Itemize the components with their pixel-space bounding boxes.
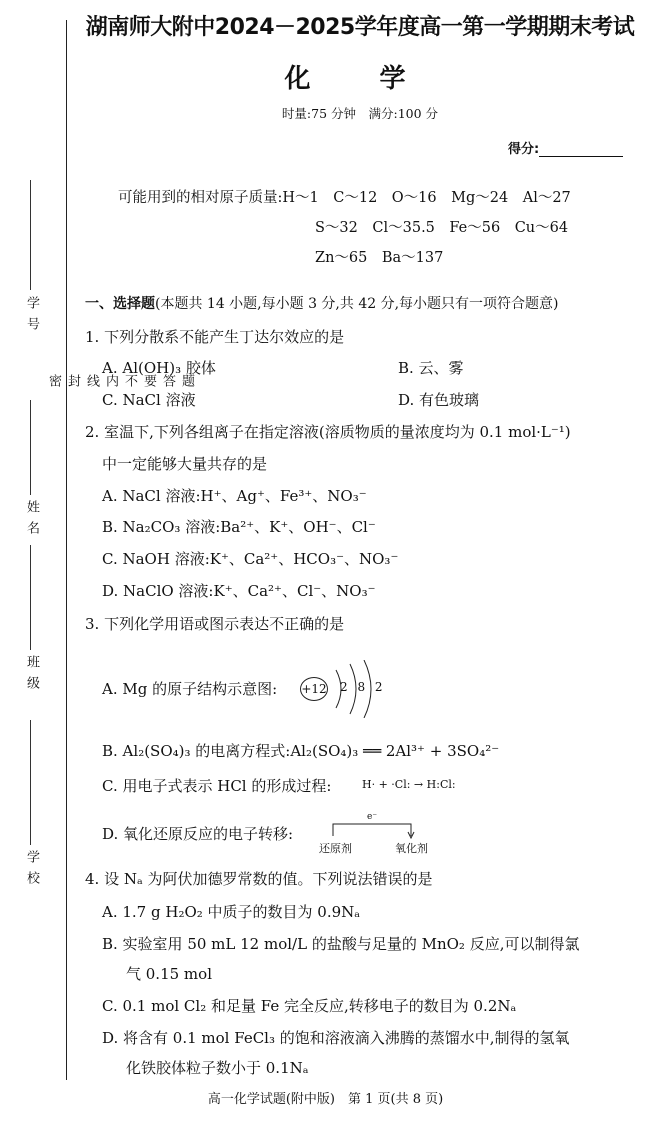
mass-line-3: Zn～65 Ba～137 xyxy=(315,250,444,266)
oxidizing-agent-label: 氧化剂 xyxy=(395,842,428,855)
q3-stem: 3. 下列化学用语或图示表达不正确的是 xyxy=(85,615,345,633)
reducing-agent-label: 还原剂 xyxy=(319,842,352,855)
binding-line xyxy=(66,20,67,1080)
mg-atom-diagram xyxy=(298,660,388,718)
q1-stem: 1. 下列分散系不能产生丁达尔效应的是 xyxy=(85,328,345,346)
q4-option-a: A. 1.7 g H₂O₂ 中质子的数目为 0.9Nₐ xyxy=(102,903,361,921)
q2-option-d: D. NaClO 溶液:K⁺、Ca²⁺、Cl⁻、NO₃⁻ xyxy=(102,582,376,600)
q4-stem: 4. 设 Nₐ 为阿伏加德罗常数的值。下列说法错误的是 xyxy=(85,870,433,888)
q1-option-d: D. 有色玻璃 xyxy=(398,391,480,409)
section-header xyxy=(85,293,559,313)
mass-line-1: 可能用到的相对原子质量:H～1 C～12 O～16 Mg～24 Al～27 xyxy=(118,190,571,206)
mass-line-2: S～32 Cl～35.5 Fe～56 Cu～64 xyxy=(315,220,569,236)
q4-option-d-1: D. 将含有 0.1 mol FeCl₃ 的饱和溶液滴入沸腾的蒸馏水中,制得的氢氧 xyxy=(102,1029,570,1047)
page-footer: 高一化学试题(附中版) 第 1 页(共 8 页) xyxy=(207,1092,444,1107)
q2-stem-1: 2. 室温下,下列各组离子在指定溶液(溶质物质的量浓度均为 0.1 mol·L⁻¹) xyxy=(85,423,571,441)
warn-char: 不 xyxy=(122,374,137,387)
section-desc: (本题共 14 小题,每小题 3 分,共 42 分,每小题只有一项符合题意) xyxy=(155,296,559,312)
warn-char: 要 xyxy=(141,374,156,387)
q4-option-d-2: 化铁胶体粒子数小于 0.1Nₐ xyxy=(126,1059,309,1077)
mg-shell-electrons: 2 8 2 xyxy=(340,680,383,694)
subject-title: 化 学 xyxy=(284,64,436,94)
q1-option-c: C. NaCl 溶液 xyxy=(102,391,196,409)
school-label: 学 校 xyxy=(24,850,39,887)
q3-option-b: B. Al₂(SO₄)₃ 的电离方程式:Al₂(SO₄)₃ ══ 2Al³⁺ + 3SO₄²⁻ xyxy=(102,742,500,760)
score-blank xyxy=(539,144,623,157)
warn-char: 答 xyxy=(160,374,175,387)
warn-char: 密 xyxy=(46,374,61,387)
score-label: 得分: xyxy=(508,142,540,157)
q3-option-d: D. 氧化还原反应的电子转移: xyxy=(102,825,294,843)
warn-char: 线 xyxy=(84,374,99,387)
q4-option-b-2: 气 0.15 mol xyxy=(126,965,212,983)
q3-option-a: A. Mg 的原子结构示意图: xyxy=(102,680,278,698)
student-id-label: 学 号 xyxy=(24,296,39,333)
q1-option-a: A. Al(OH)₃ 胶体 xyxy=(102,359,216,377)
exam-meta: 时量:75 分钟 满分:100 分 xyxy=(281,106,439,121)
class-blank xyxy=(30,545,31,650)
q1-option-b: B. 云、雾 xyxy=(398,359,464,377)
electron-transfer-arrow xyxy=(325,812,435,842)
q2-option-a: A. NaCl 溶液:H⁺、Ag⁺、Fe³⁺、NO₃⁻ xyxy=(102,487,367,505)
q3-option-c: C. 用电子式表示 HCl 的形成过程: xyxy=(102,777,332,795)
warn-char: 题 xyxy=(179,374,194,387)
electron-transfer-diagram xyxy=(319,812,435,856)
hcl-electron-formula: H· + ·Cl: → H:Cl: xyxy=(362,778,456,791)
electron-symbol: e⁻ xyxy=(367,812,378,822)
warn-char: 内 xyxy=(103,374,118,387)
name-blank xyxy=(30,400,31,495)
q2-option-c: C. NaOH 溶液:K⁺、Ca²⁺、HCO₃⁻、NO₃⁻ xyxy=(102,550,399,568)
mg-nucleus: +12 xyxy=(300,677,328,701)
name-label: 姓 名 xyxy=(24,500,39,537)
q2-option-b: B. Na₂CO₃ 溶液:Ba²⁺、K⁺、OH⁻、Cl⁻ xyxy=(102,518,376,536)
class-label: 班 级 xyxy=(24,655,39,692)
score-field xyxy=(508,138,623,157)
section-title: 一、选择题 xyxy=(85,296,155,312)
school-blank xyxy=(30,720,31,845)
student-id-blank xyxy=(30,180,31,290)
q4-option-c: C. 0.1 mol Cl₂ 和足量 Fe 完全反应,转移电子的数目为 0.2Nₐ xyxy=(102,997,517,1015)
warn-char: 封 xyxy=(65,374,80,387)
q4-option-b-1: B. 实验室用 50 mL 12 mol/L 的盐酸与足量的 MnO₂ 反应,可以制得氯 xyxy=(102,935,580,953)
exam-title: 湖南师大附中2024－2025学年度高一第一学期期末考试 xyxy=(85,15,635,40)
q2-stem-2: 中一定能够大量共存的是 xyxy=(102,455,268,473)
